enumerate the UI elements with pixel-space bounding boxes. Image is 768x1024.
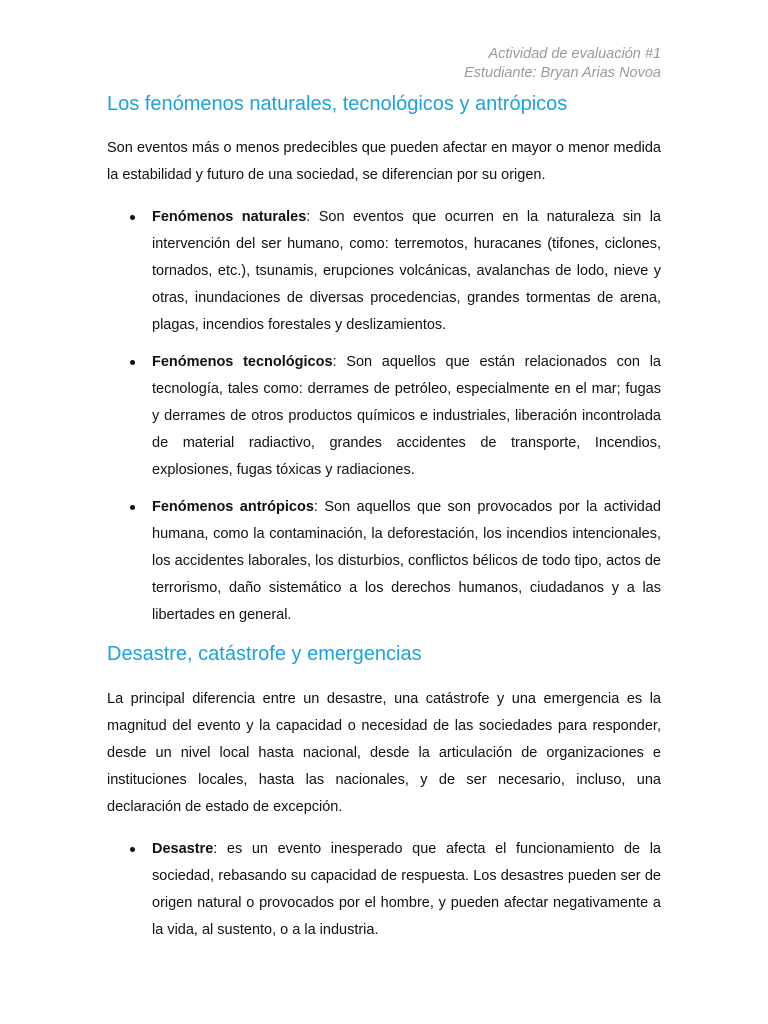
section1-heading: Los fenómenos naturales, tecnológicos y antrópicos: [107, 93, 568, 115]
header-student: Estudiante: Bryan Arias Novoa: [464, 65, 661, 81]
term-antropico: Fenómenos antrópicos: [152, 499, 314, 515]
term-desastre: Desastre: [152, 841, 214, 857]
term-tecnologico: Fenómenos tecnológicos: [152, 354, 333, 370]
desc-antropico: : Son aquellos que son provocados por la actividad humana, como la contaminación, la deforestación, los incendios intencionales, los accidentes laborales, los disturbios, conflictos bélicos de todo tipo, actos de terrorismo, daño sistemático a los derechos humanos, ciudadanos y a las libertades en general.: [152, 499, 661, 623]
list-item-desastre: [107, 836, 661, 944]
page-header: [464, 45, 661, 83]
desc-tecnologico: : Son aquellos que están relacionados con la tecnología, tales como: derrames de petróleo, especialmente en el mar; fugas y derrames de otros productos químicos e industriales, liberación incontrolada de material radiactivo, grandes accidentes de transporte, Incendios, explosiones, fugas tóxicas y radiaciones.: [152, 354, 661, 478]
section2-intro: La principal diferencia entre un desastre, una catástrofe y una emergencia es la magnitud del evento y la capacidad o necesidad de las sociedades para responder, desde un nivel local hasta nacional, desde la articulación de organizaciones e instituciones locales, hasta las nacionales, y de ser necesario, incluso, una declaración de estado de excepción.: [107, 691, 661, 815]
section1-intro: Son eventos más o menos predecibles que pueden afectar en mayor o menor medida la estabilidad y futuro de una sociedad, se diferencian por su origen.: [107, 140, 661, 183]
document-body: [107, 88, 661, 944]
list-item-antropico: [107, 494, 661, 629]
term-natural: Fenómenos naturales: [152, 209, 307, 225]
list-item-natural: [107, 204, 661, 339]
section1-list: [107, 204, 661, 629]
desc-natural: : Son eventos que ocurren en la naturaleza sin la intervención del ser humano, como: terremotos, huracanes (tifones, ciclones, tornados, etc.), tsunamis, erupciones volcánicas, avalanchas de lodo, nieve y otras, inundaciones de diversas procedencias, grandes tormentas de arena, plagas, incendios forestales y deslizamientos.: [152, 209, 661, 333]
section2-list: [107, 836, 661, 944]
header-activity: Actividad de evaluación #1: [488, 46, 661, 62]
list-item-tecnologico: [107, 349, 661, 484]
section2-heading: Desastre, catástrofe y emergencias: [107, 643, 422, 665]
desc-desastre: : es un evento inesperado que afecta el funcionamiento de la sociedad, rebasando su capacidad de respuesta. Los desastres pueden ser de origen natural o provocados por el hombre, y pueden afectar negativamente a la vida, al sustento, o a la industria.: [152, 841, 661, 938]
